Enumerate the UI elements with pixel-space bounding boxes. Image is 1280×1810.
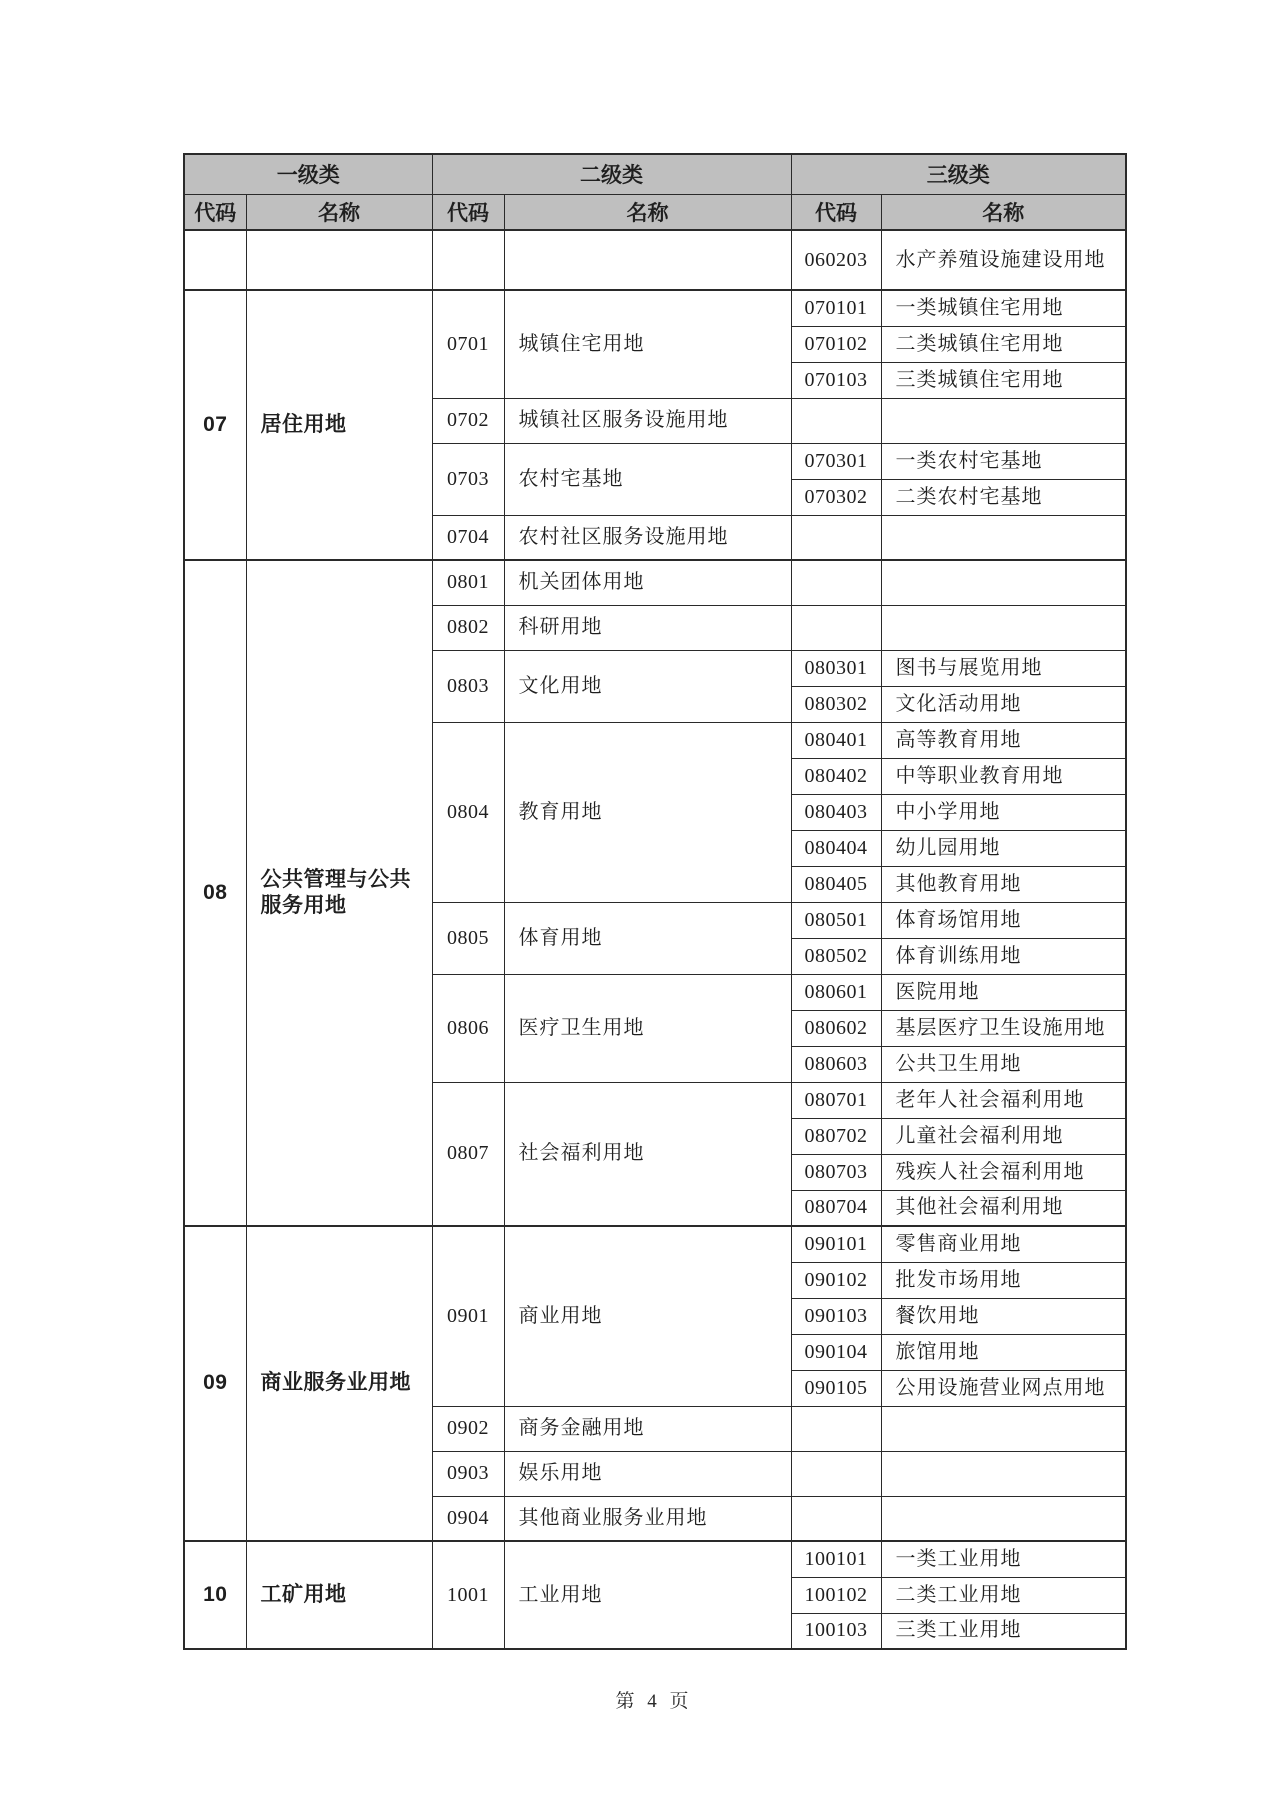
level3-name-cell: 中小学用地	[881, 794, 1126, 830]
level3-code-cell: 080603	[791, 1046, 881, 1082]
level3-code-cell: 070302	[791, 479, 881, 515]
level1-code-cell: 09	[184, 1226, 246, 1541]
level2-code-cell: 0904	[432, 1496, 504, 1541]
level2-name-cell: 机关团体用地	[504, 560, 791, 605]
level3-name-cell	[881, 1406, 1126, 1451]
level3-code-cell: 080703	[791, 1154, 881, 1190]
level2-name-cell: 农村社区服务设施用地	[504, 515, 791, 560]
level3-name-cell: 二类城镇住宅用地	[881, 326, 1126, 362]
header-level1: 一级类	[184, 154, 432, 194]
table-header-columns	[184, 194, 1126, 230]
level3-name-cell: 其他教育用地	[881, 866, 1126, 902]
level3-code-cell: 080602	[791, 1010, 881, 1046]
land-use-classification-table	[183, 153, 1127, 1650]
level2-code-cell: 0806	[432, 974, 504, 1082]
level1-code-cell: 10	[184, 1541, 246, 1649]
level2-name-cell: 科研用地	[504, 605, 791, 650]
level3-name-cell: 二类农村宅基地	[881, 479, 1126, 515]
level3-name-cell: 残疾人社会福利用地	[881, 1154, 1126, 1190]
level3-name-cell	[881, 1451, 1126, 1496]
level1-name-cell: 居住用地	[246, 290, 432, 560]
level2-code-cell: 0903	[432, 1451, 504, 1496]
level3-name-cell: 医院用地	[881, 974, 1126, 1010]
level3-code-cell: 060203	[791, 230, 881, 290]
level3-code-cell: 070102	[791, 326, 881, 362]
level3-name-cell: 三类城镇住宅用地	[881, 362, 1126, 398]
level3-code-cell	[791, 1451, 881, 1496]
level2-code-cell: 0804	[432, 722, 504, 902]
level3-code-cell	[791, 1406, 881, 1451]
level2-code-cell: 0701	[432, 290, 504, 398]
level3-name-cell: 批发市场用地	[881, 1262, 1126, 1298]
level3-name-cell: 老年人社会福利用地	[881, 1082, 1126, 1118]
level2-code-cell: 0807	[432, 1082, 504, 1226]
level1-name-cell: 商业服务业用地	[246, 1226, 432, 1541]
level2-code-cell: 0702	[432, 398, 504, 443]
level2-name-cell: 文化用地	[504, 650, 791, 722]
level3-code-cell: 090102	[791, 1262, 881, 1298]
level3-code-cell: 080702	[791, 1118, 881, 1154]
level3-name-cell	[881, 605, 1126, 650]
table-row	[184, 1541, 1126, 1577]
level3-code-cell: 090101	[791, 1226, 881, 1262]
level2-name-cell: 教育用地	[504, 722, 791, 902]
level3-name-cell	[881, 398, 1126, 443]
level3-name-cell: 一类工业用地	[881, 1541, 1126, 1577]
level2-code-cell: 0703	[432, 443, 504, 515]
level3-name-cell: 体育训练用地	[881, 938, 1126, 974]
level3-code-cell: 090105	[791, 1370, 881, 1406]
level3-name-cell	[881, 1496, 1126, 1541]
level3-name-cell: 零售商业用地	[881, 1226, 1126, 1262]
level3-code-cell	[791, 1496, 881, 1541]
level3-code-cell	[791, 560, 881, 605]
level3-name-cell: 其他社会福利用地	[881, 1190, 1126, 1226]
table-header-levels	[184, 154, 1126, 194]
header-level1-name: 名称	[246, 194, 432, 230]
header-level3-code: 代码	[791, 194, 881, 230]
level3-name-cell: 一类城镇住宅用地	[881, 290, 1126, 326]
level3-name-cell: 公用设施营业网点用地	[881, 1370, 1126, 1406]
level2-name-cell: 其他商业服务业用地	[504, 1496, 791, 1541]
level1-name-cell	[246, 230, 432, 290]
level2-name-cell: 娱乐用地	[504, 1451, 791, 1496]
level3-name-cell: 水产养殖设施建设用地	[881, 230, 1126, 290]
table-row	[184, 230, 1126, 290]
level1-name-cell: 公共管理与公共服务用地	[246, 560, 432, 1226]
level1-name-cell: 工矿用地	[246, 1541, 432, 1649]
header-level1-code: 代码	[184, 194, 246, 230]
level2-code-cell	[432, 230, 504, 290]
level2-name-cell: 医疗卫生用地	[504, 974, 791, 1082]
header-level3-name: 名称	[881, 194, 1126, 230]
level3-code-cell: 070101	[791, 290, 881, 326]
level3-code-cell: 080701	[791, 1082, 881, 1118]
level3-code-cell: 080704	[791, 1190, 881, 1226]
level2-name-cell: 体育用地	[504, 902, 791, 974]
table-row	[184, 560, 1126, 605]
level3-name-cell: 三类工业用地	[881, 1613, 1126, 1649]
level2-name-cell: 工业用地	[504, 1541, 791, 1649]
level3-code-cell	[791, 398, 881, 443]
level3-code-cell: 080401	[791, 722, 881, 758]
header-level2: 二级类	[432, 154, 791, 194]
level2-code-cell: 0803	[432, 650, 504, 722]
level3-code-cell	[791, 515, 881, 560]
level3-code-cell: 080302	[791, 686, 881, 722]
level3-code-cell: 080402	[791, 758, 881, 794]
header-level2-code: 代码	[432, 194, 504, 230]
level3-code-cell: 100102	[791, 1577, 881, 1613]
table-row	[184, 1226, 1126, 1262]
level3-code-cell: 080501	[791, 902, 881, 938]
level3-name-cell: 旅馆用地	[881, 1334, 1126, 1370]
level2-name-cell	[504, 230, 791, 290]
level3-code-cell	[791, 605, 881, 650]
level2-name-cell: 商业用地	[504, 1226, 791, 1406]
level3-name-cell: 一类农村宅基地	[881, 443, 1126, 479]
level1-code-cell: 08	[184, 560, 246, 1226]
level3-name-cell: 体育场馆用地	[881, 902, 1126, 938]
level3-code-cell: 080601	[791, 974, 881, 1010]
level3-code-cell: 080502	[791, 938, 881, 974]
level2-code-cell: 0902	[432, 1406, 504, 1451]
level2-name-cell: 城镇社区服务设施用地	[504, 398, 791, 443]
level3-name-cell: 公共卫生用地	[881, 1046, 1126, 1082]
level3-code-cell: 080301	[791, 650, 881, 686]
level2-name-cell: 社会福利用地	[504, 1082, 791, 1226]
level2-code-cell: 1001	[432, 1541, 504, 1649]
level3-name-cell: 儿童社会福利用地	[881, 1118, 1126, 1154]
level3-code-cell: 100103	[791, 1613, 881, 1649]
level3-code-cell: 070103	[791, 362, 881, 398]
level2-code-cell: 0901	[432, 1226, 504, 1406]
level2-code-cell: 0802	[432, 605, 504, 650]
level3-name-cell	[881, 560, 1126, 605]
level3-name-cell: 高等教育用地	[881, 722, 1126, 758]
level3-code-cell: 070301	[791, 443, 881, 479]
level2-name-cell: 商务金融用地	[504, 1406, 791, 1451]
level1-code-cell: 07	[184, 290, 246, 560]
level3-code-cell: 080405	[791, 866, 881, 902]
level3-code-cell: 090104	[791, 1334, 881, 1370]
level2-code-cell: 0704	[432, 515, 504, 560]
header-level2-name: 名称	[504, 194, 791, 230]
level3-name-cell: 二类工业用地	[881, 1577, 1126, 1613]
level3-code-cell: 090103	[791, 1298, 881, 1334]
page-number: 第 4 页	[615, 1691, 693, 1712]
level2-code-cell: 0801	[432, 560, 504, 605]
level1-code-cell	[184, 230, 246, 290]
table-row	[184, 290, 1126, 326]
level2-code-cell: 0805	[432, 902, 504, 974]
level3-code-cell: 100101	[791, 1541, 881, 1577]
level3-name-cell: 文化活动用地	[881, 686, 1126, 722]
level2-name-cell: 城镇住宅用地	[504, 290, 791, 398]
header-level3: 三级类	[791, 154, 1126, 194]
level3-name-cell: 图书与展览用地	[881, 650, 1126, 686]
level3-name-cell: 餐饮用地	[881, 1298, 1126, 1334]
level3-name-cell: 中等职业教育用地	[881, 758, 1126, 794]
level3-name-cell: 基层医疗卫生设施用地	[881, 1010, 1126, 1046]
level3-name-cell	[881, 515, 1126, 560]
level2-name-cell: 农村宅基地	[504, 443, 791, 515]
level3-code-cell: 080404	[791, 830, 881, 866]
level3-code-cell: 080403	[791, 794, 881, 830]
level3-name-cell: 幼儿园用地	[881, 830, 1126, 866]
